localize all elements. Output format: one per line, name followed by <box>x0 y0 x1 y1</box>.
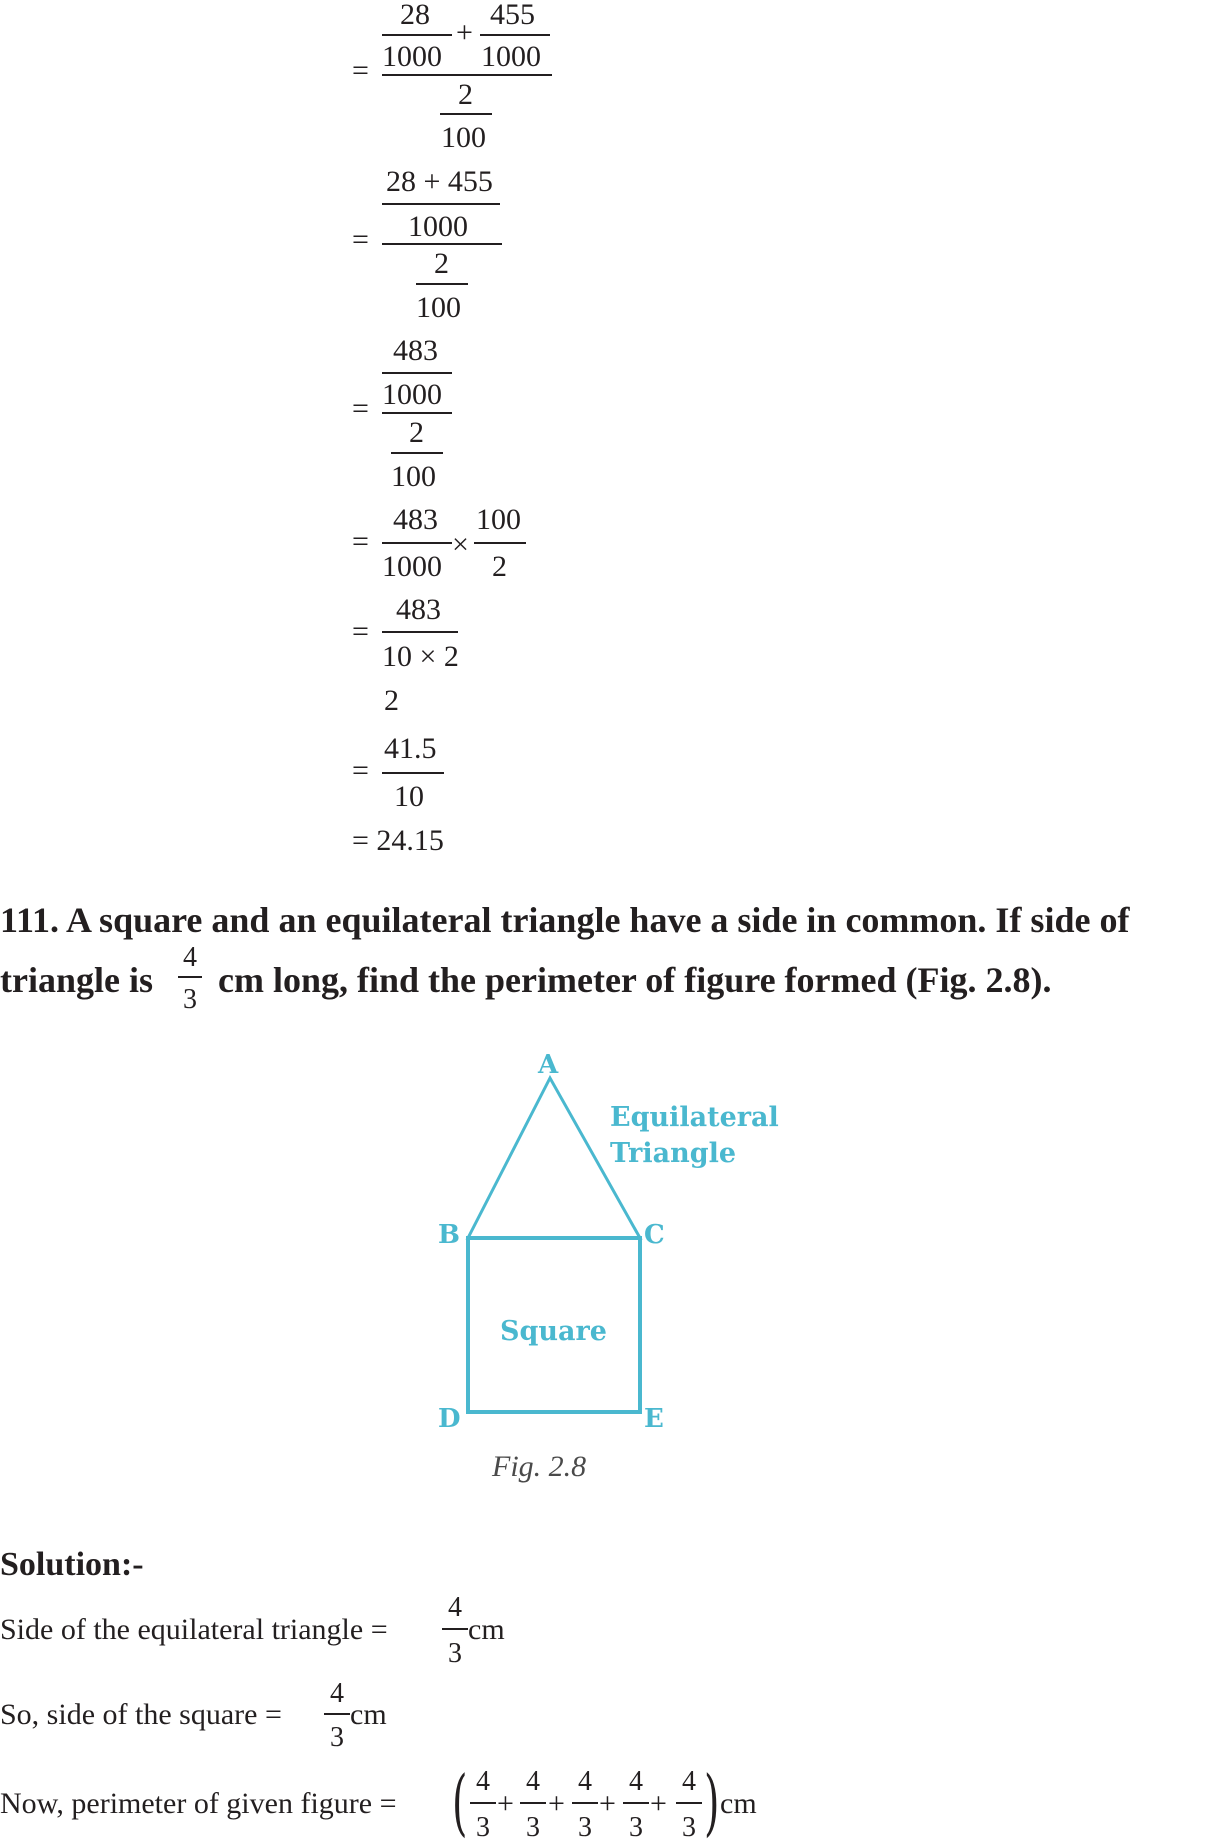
main-fraction-bar <box>382 243 502 245</box>
solution-line-3-text: Now, perimeter of given figure = <box>0 1787 397 1820</box>
close-parenthesis: ) <box>704 1760 720 1844</box>
equals-sign: = <box>352 223 369 256</box>
denominator: 1000 <box>481 40 541 73</box>
numerator: 483 <box>396 593 441 626</box>
vertex-label-d: D <box>438 1404 461 1434</box>
fraction-denominator: 3 <box>578 1812 592 1843</box>
numerator: 455 <box>490 0 535 31</box>
triangle-label-line-2: Triangle <box>610 1138 737 1169</box>
fraction-denominator: 3 <box>526 1812 540 1843</box>
fraction-bar <box>474 542 526 544</box>
unit-cm: cm <box>350 1698 387 1731</box>
question-line-2-start: triangle is <box>0 960 153 1000</box>
vertex-label-c: C <box>644 1220 665 1250</box>
fraction-bar <box>623 1802 649 1804</box>
equals-sign: = <box>352 54 369 87</box>
final-result: = 24.15 <box>352 824 444 857</box>
fraction-bar <box>440 113 492 115</box>
plus-sign: + <box>650 1787 667 1820</box>
plus-sign: + <box>456 16 473 49</box>
fraction-bar <box>382 772 444 774</box>
denominator: 10 × 2 <box>382 640 459 673</box>
triangle-label-line-1: Equilateral <box>610 1102 779 1133</box>
denominator: 2 <box>492 550 507 583</box>
vertex-label-a: A <box>538 1050 559 1080</box>
fraction-bar <box>470 1802 496 1804</box>
denominator: 100 <box>416 291 461 324</box>
unit-cm: cm <box>468 1613 505 1646</box>
fraction-bar <box>572 1802 598 1804</box>
fraction-bar <box>391 452 443 454</box>
fraction-bar <box>178 976 202 978</box>
equals-sign: = <box>352 615 369 648</box>
figure-caption: Fig. 2.8 <box>492 1450 587 1483</box>
solution-line-2-text: So, side of the square = <box>0 1698 282 1731</box>
fraction-bar <box>676 1802 702 1804</box>
fraction-bar <box>382 372 452 374</box>
numerator: 2 <box>434 247 449 280</box>
solution-heading: Solution:- <box>0 1546 144 1583</box>
fraction-bar <box>382 631 458 633</box>
question-line-1: 111. A square and an equilateral triangle have a side in common. If side of <box>0 900 1130 940</box>
denominator: 10 <box>394 780 424 813</box>
fraction-numerator: 4 <box>526 1766 540 1797</box>
fraction-numerator: 4 <box>183 942 197 973</box>
fraction-numerator: 4 <box>330 1678 344 1709</box>
unit-cm: cm <box>720 1787 757 1820</box>
main-fraction-bar <box>382 74 552 76</box>
plus-sign: + <box>497 1787 514 1820</box>
open-parenthesis: ( <box>452 1760 468 1844</box>
denominator: 1000 <box>382 40 442 73</box>
fraction-denominator: 3 <box>682 1812 696 1843</box>
numerator: 483 <box>393 503 438 536</box>
fraction-bar <box>382 34 452 36</box>
fraction-denominator: 3 <box>629 1812 643 1843</box>
fraction-bar <box>324 1713 350 1715</box>
numerator: 28 + 455 <box>386 165 493 198</box>
numerator: 41.5 <box>384 732 437 765</box>
fraction-numerator: 4 <box>629 1766 643 1797</box>
stray-digit: 2 <box>384 684 399 717</box>
fraction-bar <box>520 1802 546 1804</box>
denominator: 1000 <box>382 378 442 411</box>
square-label: Square <box>500 1316 607 1347</box>
plus-sign: + <box>599 1787 616 1820</box>
plus-sign: + <box>548 1787 565 1820</box>
denominator: 1000 <box>382 550 442 583</box>
question-line-2-end: cm long, find the perimeter of figure formed (Fig. 2.8). <box>218 960 1052 1000</box>
fraction-denominator: 3 <box>183 984 197 1015</box>
numerator: 28 <box>400 0 430 31</box>
numerator: 100 <box>476 503 521 536</box>
numerator: 483 <box>393 334 438 367</box>
fraction-denominator: 3 <box>476 1812 490 1843</box>
equals-sign: = <box>352 754 369 787</box>
fraction-numerator: 4 <box>578 1766 592 1797</box>
fraction-bar <box>416 283 468 285</box>
fraction-bar <box>442 1628 468 1630</box>
fraction-denominator: 3 <box>330 1722 344 1753</box>
fraction-numerator: 4 <box>448 1592 462 1623</box>
denominator: 1000 <box>408 210 468 243</box>
fraction-bar <box>480 34 550 36</box>
fraction-numerator: 4 <box>682 1766 696 1797</box>
equals-sign: = <box>352 392 369 425</box>
fraction-numerator: 4 <box>476 1766 490 1797</box>
fraction-denominator: 3 <box>448 1638 462 1669</box>
fraction-bar <box>382 542 452 544</box>
solution-line-1-text: Side of the equilateral triangle = <box>0 1613 388 1646</box>
times-sign: × <box>452 528 469 561</box>
denominator: 100 <box>391 460 436 493</box>
denominator: 100 <box>441 121 486 154</box>
vertex-label-b: B <box>438 1220 460 1250</box>
fraction-bar <box>382 203 500 205</box>
numerator: 2 <box>409 416 424 449</box>
equals-sign: = <box>352 525 369 558</box>
numerator: 2 <box>458 78 473 111</box>
vertex-label-e: E <box>644 1404 664 1434</box>
main-fraction-bar <box>382 412 452 414</box>
